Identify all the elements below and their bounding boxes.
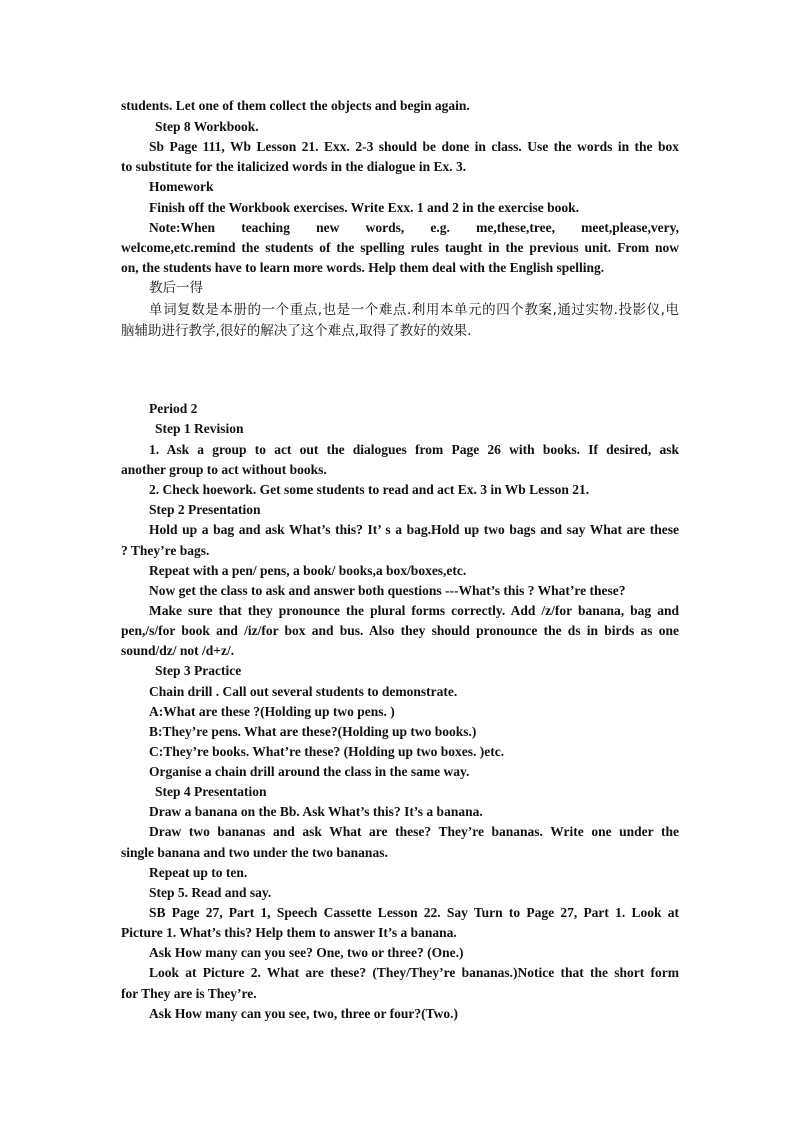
text-line: to substitute for the italicized words in the dialogue in Ex. 3. bbox=[121, 159, 467, 174]
text-line: Note:When teaching new words, e.g. me,these,tree, meet,please,very, bbox=[149, 220, 679, 235]
text-line: welcome,etc.remind the students of the spelling rules taught in the previous unit. From now bbox=[121, 240, 679, 255]
text-line: on, the students have to learn more words. Help them deal with the English spelling. bbox=[121, 260, 605, 275]
dialogue-line: A:What are these ?(Holding up two pens. ) bbox=[149, 704, 395, 719]
section-heading: Homework bbox=[149, 179, 214, 194]
text-line: Sb Page 111, Wb Lesson 21. Exx. 2-3 should be done in class. Use the words in the box bbox=[149, 139, 679, 154]
text-line: 单词复数是本册的一个重点,也是一个难点.利用本单元的四个教案,通过实物.投影仪,电 bbox=[149, 302, 679, 318]
dialogue-line: C:They’re books. What’re these? (Holding up two boxes. )etc. bbox=[149, 744, 505, 759]
text-line: 脑辅助进行教学,很好的解决了这个难点,取得了教好的效果. bbox=[121, 323, 472, 339]
text-line: Picture 1. What’s this? Help them to answer It’s a banana. bbox=[121, 925, 457, 940]
text-line: sound/dz/ not /d+z/. bbox=[121, 643, 235, 658]
text-line: Chain drill . Call out several students to demonstrate. bbox=[149, 684, 458, 699]
text-line: Hold up a bag and ask What’s this? It’ s a bag.Hold up two bags and say What are these bbox=[149, 522, 679, 537]
text-line: Ask How many can you see? One, two or three? (One.) bbox=[149, 945, 464, 960]
text-line: 2. Check hoework. Get some students to read and act Ex. 3 in Wb Lesson 21. bbox=[149, 482, 590, 497]
period-heading: Period 2 bbox=[149, 401, 198, 416]
step-heading: Step 1 Revision bbox=[155, 421, 244, 436]
step-heading: Step 3 Practice bbox=[155, 663, 242, 678]
text-line: Finish off the Workbook exercises. Write Exx. 1 and 2 in the exercise book. bbox=[149, 200, 580, 215]
step-heading: Step 5. Read and say. bbox=[149, 885, 272, 900]
dialogue-line: B:They’re pens. What are these?(Holding up two books.) bbox=[149, 724, 477, 739]
step-heading: Step 8 Workbook. bbox=[155, 119, 259, 134]
text-line: for They are is They’re. bbox=[121, 986, 257, 1001]
text-line: Repeat up to ten. bbox=[149, 865, 248, 880]
step-heading: Step 2 Presentation bbox=[149, 502, 261, 517]
text-line: single banana and two under the two bananas. bbox=[121, 845, 388, 860]
text-line: Repeat with a pen/ pens, a book/ books,a box/boxes,etc. bbox=[149, 563, 467, 578]
text-line: Look at Picture 2. What are these? (They/They’re bananas.)Notice that the short form bbox=[149, 965, 679, 980]
text-line: students. Let one of them collect the objects and begin again. bbox=[121, 98, 470, 113]
text-line: Ask How many can you see, two, three or four?(Two.) bbox=[149, 1006, 458, 1021]
text-line: Now get the class to ask and answer both questions ---What’s this ? What’re these? bbox=[149, 583, 626, 598]
text-line: Make sure that they pronounce the plural forms correctly. Add /z/for banana, bag and bbox=[149, 603, 679, 618]
text-line: Draw a banana on the Bb. Ask What’s this? It’s a banana. bbox=[149, 804, 483, 819]
text-line: 1. Ask a group to act out the dialogues from Page 26 with books. If desired, ask bbox=[149, 442, 679, 457]
text-line: Draw two bananas and ask What are these? They’re bananas. Write one under the bbox=[149, 824, 679, 839]
text-line: ? They’re bags. bbox=[121, 543, 210, 558]
text-line: pen,/s/for book and /iz/for box and bus. Also they should pronounce the ds in birds as one bbox=[121, 623, 679, 638]
text-line: SB Page 27, Part 1, Speech Cassette Lesson 22. Say Turn to Page 27, Part 1. Look at bbox=[149, 905, 679, 920]
text-line: another group to act without books. bbox=[121, 462, 327, 477]
step-heading: Step 4 Presentation bbox=[155, 784, 267, 799]
section-heading: 教后一得 bbox=[149, 280, 203, 296]
text-line: Organise a chain drill around the class in the same way. bbox=[149, 764, 470, 779]
